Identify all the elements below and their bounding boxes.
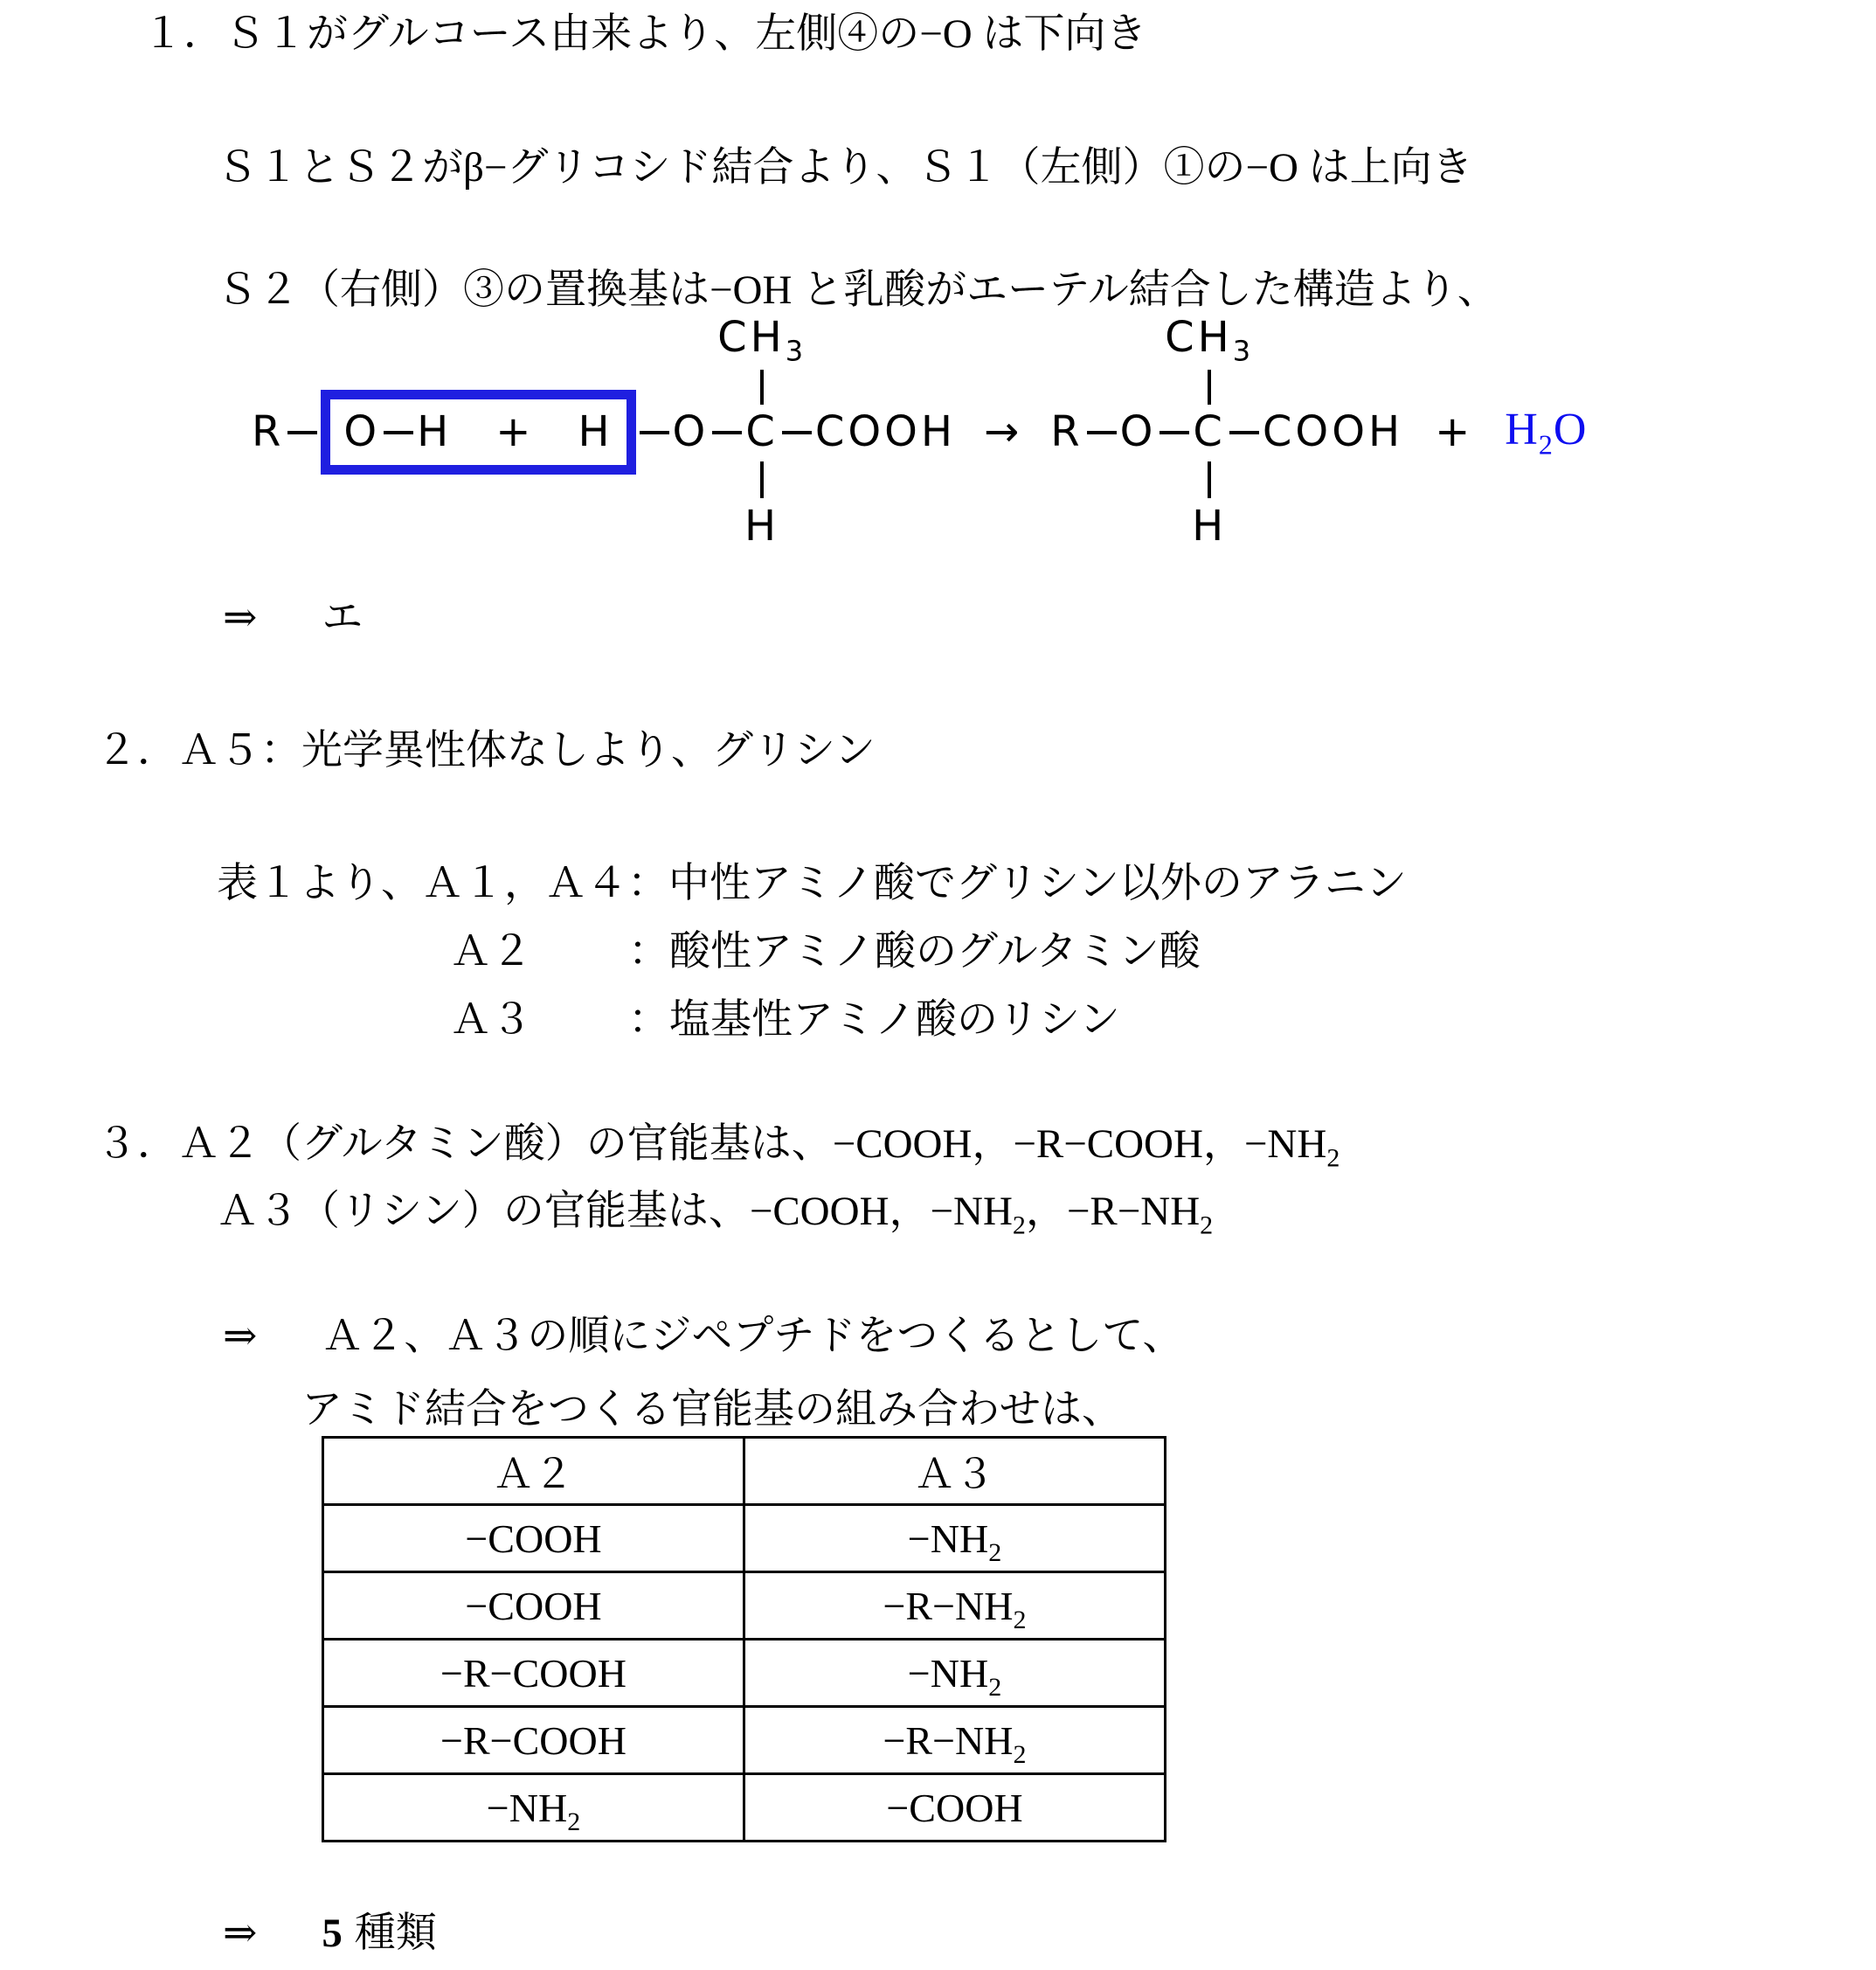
oxygen-atom: O <box>1119 407 1157 456</box>
double-arrow-icon: ⇒ <box>223 1314 258 1359</box>
double-arrow-icon: ⇒ <box>223 1911 258 1956</box>
functional-group-combination-table <box>322 1436 1166 1842</box>
cell-a2: −R−COOH <box>323 1707 744 1774</box>
subscript: 2 <box>1012 1210 1026 1240</box>
bond-vertical <box>760 370 764 405</box>
section1-answer-line <box>223 593 363 644</box>
section2-a3-label: Ａ３ <box>450 997 532 1043</box>
carbon-atom <box>1165 313 1255 551</box>
table-row <box>323 1774 1166 1842</box>
section2-a2-label: Ａ２ <box>450 929 532 975</box>
methyl-ch: CH <box>1165 313 1233 362</box>
final-answer-count: 5 <box>322 1911 343 1956</box>
oxygen-atom: O <box>672 407 710 456</box>
highlight-box <box>321 390 635 475</box>
table-header-row <box>323 1438 1166 1505</box>
subscript: 2 <box>1326 1143 1340 1173</box>
column-header-a2: Ａ２ <box>323 1438 744 1505</box>
cell-a2: −COOH <box>323 1572 744 1640</box>
section3-result-text1: Ａ２、Ａ３の順にジペプチドをつくるとして、 <box>322 1314 1184 1359</box>
plus-sign: + <box>495 407 535 456</box>
section2-a3-desc: ：塩基性アミノ酸のリシン <box>628 997 1120 1043</box>
section3-result-line2: アミド結合をつくる官能基の組み合わせは、 <box>301 1387 1123 1432</box>
bond-horizontal <box>1229 431 1259 434</box>
section2-heading: ２．Ａ５：光学異性体なしより、グリシン <box>96 728 876 773</box>
double-arrow-icon: ⇒ <box>223 595 258 641</box>
cell-a3: $-NH_2$ <box>744 1505 1166 1572</box>
section1-answer: エ <box>322 595 363 641</box>
cooh-group-label: COOH <box>1262 407 1404 456</box>
cell-a3: $-R-NH_2$ <box>744 1707 1166 1774</box>
r-group-label: R <box>252 407 285 456</box>
section2-table-ref: 表１より、Ａ１，Ａ４：中性アミノ酸でグリシン以外のアラニン <box>217 861 1407 906</box>
section1-line3: Ｓ２（右側）③の置換基は−OH と乳酸がエーテル結合した構造より、 <box>217 267 1499 313</box>
cell-a3: −COOH <box>744 1774 1166 1842</box>
bond-horizontal <box>640 431 669 434</box>
oxygen-atom: O <box>343 407 381 456</box>
esterification-equation <box>249 313 1589 551</box>
section3-line2 <box>217 1186 1213 1238</box>
reaction-arrow-icon: → <box>984 407 1023 456</box>
water-subscript: 2 <box>1538 428 1554 461</box>
bond-vertical <box>1208 370 1211 405</box>
bond-vertical <box>760 461 764 498</box>
section1-line2: Ｓ１とＳ２がβ−グリコシド結合より、Ｓ１（左側）①の−O は上向き <box>217 145 1473 191</box>
bond-horizontal <box>384 431 413 434</box>
plus-sign: + <box>1435 407 1474 456</box>
subscript: 2 <box>1200 1210 1214 1240</box>
carbon-atom <box>717 313 807 551</box>
section3-heading-text: ３．Ａ２（グルタミン酸）の官能基は、−COOH，−R−COOH，−NH <box>96 1121 1327 1167</box>
section3-line2-text: ，−R−NH <box>1025 1189 1201 1234</box>
bond-vertical <box>1208 461 1211 498</box>
cooh-group-label: COOH <box>814 407 957 456</box>
cell-a2: $-NH_2$ <box>323 1774 744 1842</box>
final-answer-line <box>223 1908 437 1960</box>
cell-a2: −COOH <box>323 1505 744 1572</box>
table-row <box>323 1640 1166 1707</box>
methyl-group-label <box>1165 314 1254 367</box>
methyl-subscript: 3 <box>1232 334 1255 368</box>
cell-a2: −R−COOH <box>323 1640 744 1707</box>
table-row <box>323 1572 1166 1640</box>
cell-a3: $-NH_2$ <box>744 1640 1166 1707</box>
bond-horizontal <box>712 431 742 434</box>
methyl-ch: CH <box>717 313 786 362</box>
water-formula <box>1502 404 1589 461</box>
hydrogen-below-label: H <box>744 502 780 551</box>
column-header-a3: Ａ３ <box>744 1438 1166 1505</box>
section1-heading: １．Ｓ１がグルコース由来より、左側④の−O は下向き <box>142 11 1147 57</box>
table-row <box>323 1505 1166 1572</box>
final-answer-unit: 種類 <box>354 1911 437 1956</box>
bond-horizontal <box>782 431 812 434</box>
section3-heading <box>96 1119 1340 1173</box>
bond-horizontal <box>1160 431 1189 434</box>
carbon-label: C <box>1193 407 1226 456</box>
bond-horizontal <box>1087 431 1117 434</box>
bond-horizontal <box>287 431 317 434</box>
r-group-label: R <box>1050 407 1083 456</box>
section3-line2-text: Ａ３（リシン）の官能基は、−COOH，−NH <box>217 1189 1013 1234</box>
hydrogen-atom: H <box>417 407 453 456</box>
cell-a3: $-R-NH_2$ <box>744 1572 1166 1640</box>
methyl-subscript: 3 <box>785 334 807 368</box>
section2-a2-desc: ：酸性アミノ酸のグルタミン酸 <box>628 929 1201 975</box>
table-row <box>323 1707 1166 1774</box>
section3-result-line1 <box>223 1311 1183 1363</box>
water-h: H <box>1505 405 1539 454</box>
hydrogen-below-label: H <box>1192 502 1228 551</box>
water-o: O <box>1553 405 1588 454</box>
carbon-label: C <box>745 407 779 456</box>
hydrogen-atom: H <box>578 407 613 456</box>
methyl-group-label <box>717 314 806 367</box>
